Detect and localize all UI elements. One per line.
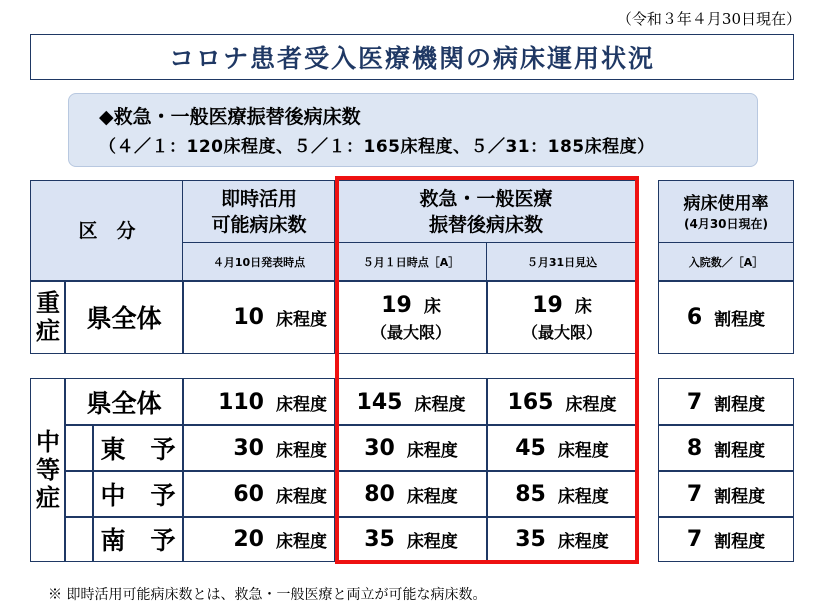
- severe-rate-unit: 割程度: [714, 309, 766, 330]
- moderate-immediate-cell: [182, 470, 336, 518]
- header-may1-label: ５月１日時点［A］: [362, 256, 460, 269]
- header-immediate-sub-label: ４月10日発表時点: [212, 256, 306, 269]
- bed-unit: 床程度: [276, 394, 327, 415]
- bed-unit: 床程度: [276, 440, 327, 461]
- severe-group-label: 重 症: [36, 289, 60, 345]
- severe-may1-value: 19: [381, 292, 412, 318]
- severe-rate-value: 6: [686, 304, 703, 330]
- bed-unit: 床程度: [557, 486, 609, 507]
- title-box: [30, 34, 794, 80]
- bed-unit: 床程度: [565, 394, 617, 415]
- as-of-date: （令和３年４月30日現在）: [616, 10, 801, 28]
- indent-cell: [64, 516, 94, 562]
- bed-unit: 床程度: [276, 486, 327, 507]
- highlight-frame: [335, 176, 639, 564]
- severe-may1-max: （最大限）: [370, 322, 451, 342]
- rate-unit: 割程度: [714, 486, 766, 507]
- severe-immediate-unit: 床程度: [276, 309, 327, 330]
- moderate-immediate-value: 20: [233, 526, 264, 552]
- header-rate-sub: (4月30日現在): [683, 216, 769, 231]
- moderate-rate-cell: [658, 424, 794, 472]
- header-may31-label: ５月31日見込: [526, 256, 598, 269]
- header-rate-col-label: 入院数／［A］: [688, 256, 764, 269]
- header-kubun-label: 区 分: [78, 220, 136, 242]
- bed-unit: 床程度: [406, 440, 458, 461]
- moderate-row-label: 南 予: [100, 526, 176, 555]
- indent-cell: [64, 470, 94, 518]
- header-immediate: [182, 180, 336, 244]
- header-rate: [658, 180, 794, 244]
- moderate-may31-value: 165: [507, 389, 554, 415]
- moderate-row-label-cell: [92, 470, 184, 518]
- bed-unit: 床程度: [557, 440, 609, 461]
- moderate-rate-value: 7: [686, 389, 703, 415]
- rate-unit: 割程度: [714, 531, 766, 552]
- moderate-rate-cell: [658, 516, 794, 562]
- moderate-row-label-cell: [92, 424, 184, 472]
- severe-rate-cell: [658, 280, 794, 354]
- moderate-rate-value: 8: [686, 435, 703, 461]
- rate-unit: 割程度: [714, 394, 766, 415]
- moderate-rate-value: 7: [686, 481, 703, 507]
- moderate-row-label-cell: [92, 516, 184, 562]
- bed-unit: 床程度: [406, 531, 458, 552]
- severe-immediate-value: 10: [233, 304, 264, 330]
- moderate-immediate-cell: [182, 516, 336, 562]
- summary-heading: ◆救急・一般医療振替後病床数: [99, 106, 361, 128]
- moderate-may31-value: 35: [515, 526, 546, 552]
- summary-detail: （４／１：120床程度、５／１：165床程度、５／31：185床程度）: [99, 137, 655, 157]
- header-rate-col: [658, 242, 794, 282]
- moderate-rate-cell: [658, 470, 794, 518]
- moderate-may1-value: 145: [356, 389, 403, 415]
- severe-label-cell: [64, 280, 184, 354]
- severe-may31-max: （最大限）: [521, 322, 602, 342]
- bed-unit: 床程度: [406, 486, 458, 507]
- moderate-may1-value: 35: [364, 526, 395, 552]
- header-converted-label: 救急・一般医療 振替後病床数: [419, 188, 553, 236]
- moderate-rate-value: 7: [686, 526, 703, 552]
- rate-unit: 割程度: [714, 440, 766, 461]
- severe-immediate-cell: [182, 280, 336, 354]
- moderate-group-label: 中 等 症: [36, 428, 60, 512]
- indent-cell: [64, 424, 94, 472]
- moderate-row-label: 東 予: [100, 435, 176, 464]
- moderate-immediate-value: 30: [233, 435, 264, 461]
- moderate-may1-value: 30: [364, 435, 395, 461]
- moderate-immediate-cell: [182, 378, 336, 426]
- footnote: ※ 即時活用可能病床数とは、救急・一般医療と両立が可能な病床数。: [48, 587, 487, 603]
- page-title: コロナ患者受入医療機関の病床運用状況: [168, 44, 655, 73]
- severe-may1-unit: 床: [423, 296, 441, 317]
- header-immediate-label: 即時活用 可能病床数: [211, 188, 307, 236]
- moderate-rate-cell: [658, 378, 794, 426]
- moderate-may1-value: 80: [364, 481, 395, 507]
- header-immediate-sub: [182, 242, 336, 282]
- moderate-row-label-cell: [64, 378, 184, 426]
- moderate-group-cell: [30, 378, 66, 562]
- bed-unit: 床程度: [414, 394, 466, 415]
- moderate-may31-value: 85: [515, 481, 546, 507]
- header-kubun: [30, 180, 184, 282]
- severe-label: 県全体: [86, 304, 162, 333]
- moderate-row-label: 中 予: [100, 481, 176, 510]
- moderate-immediate-value: 60: [233, 481, 264, 507]
- bed-unit: 床程度: [276, 531, 327, 552]
- summary-box: [68, 93, 758, 167]
- moderate-may31-value: 45: [515, 435, 546, 461]
- moderate-immediate-cell: [182, 424, 336, 472]
- severe-may31-value: 19: [532, 292, 563, 318]
- bed-unit: 床程度: [557, 531, 609, 552]
- header-rate-label: 病床使用率: [683, 193, 769, 214]
- severe-may31-unit: 床: [574, 296, 592, 317]
- moderate-row-label: 県全体: [86, 389, 162, 418]
- moderate-immediate-value: 110: [218, 389, 264, 415]
- severe-group-cell: [30, 280, 66, 354]
